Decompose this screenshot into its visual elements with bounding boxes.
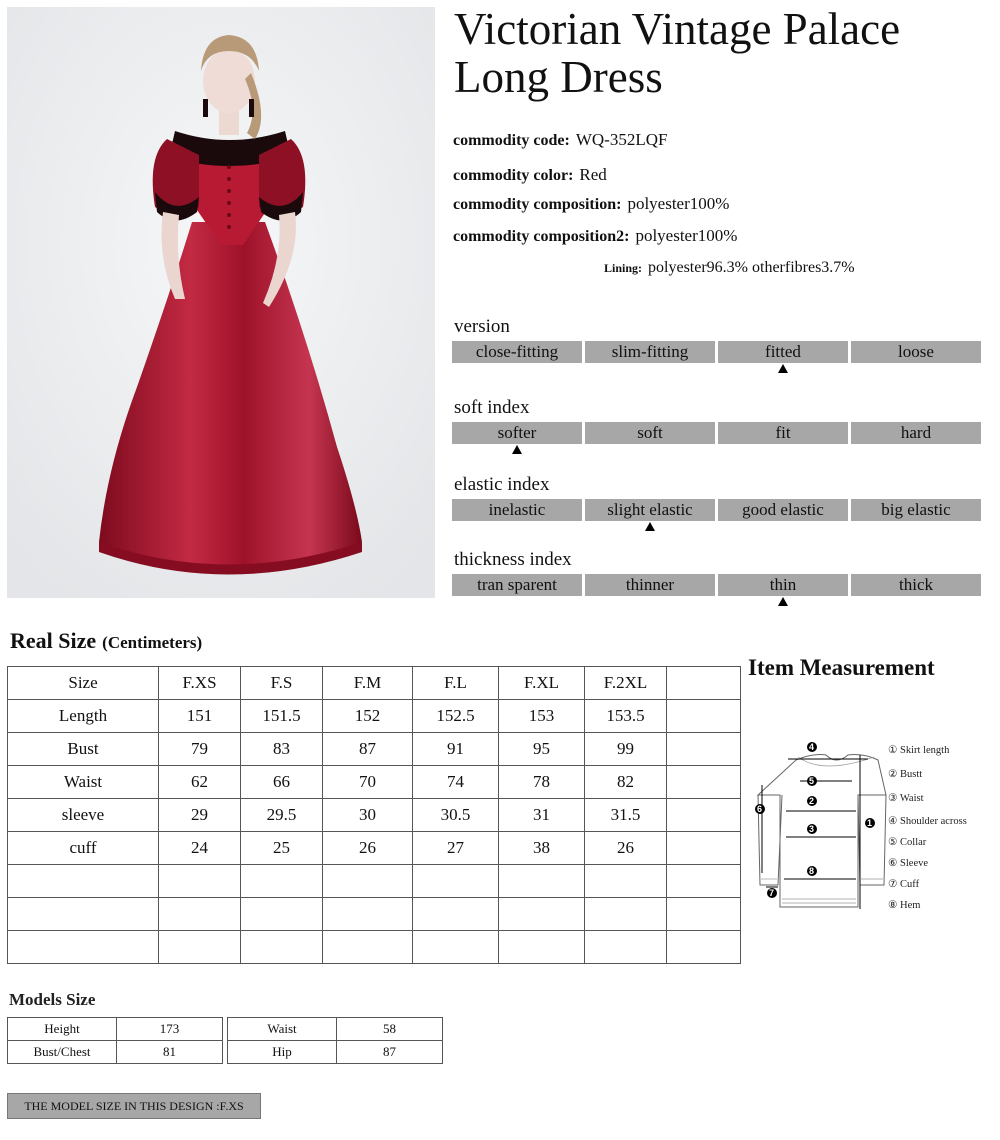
table-cell bbox=[413, 865, 499, 898]
table-cell: 29 bbox=[159, 799, 241, 832]
table-row bbox=[8, 832, 741, 865]
model-size-note: THE MODEL SIZE IN THIS DESIGN :F.XS bbox=[7, 1093, 261, 1119]
thickness-index-title: thickness index bbox=[454, 549, 572, 570]
table-header-cell: Size bbox=[8, 667, 159, 700]
model-measure-value: 173 bbox=[117, 1018, 223, 1041]
soft-index-option: soft bbox=[585, 422, 715, 444]
model-measure-value: 81 bbox=[117, 1041, 223, 1064]
real-size-title bbox=[10, 628, 202, 654]
table-cell: 29.5 bbox=[241, 799, 323, 832]
table-cell bbox=[667, 733, 741, 766]
soft-index-option: softer bbox=[452, 422, 582, 444]
table-header-cell: F.L bbox=[413, 667, 499, 700]
lining-value: polyester96.3% otherfibres3.7% bbox=[648, 259, 855, 276]
lining bbox=[604, 259, 855, 277]
table-cell: 152 bbox=[323, 700, 413, 733]
table-cell bbox=[667, 931, 741, 964]
table-cell: 83 bbox=[241, 733, 323, 766]
table-cell: 31 bbox=[499, 799, 585, 832]
table-cell bbox=[667, 865, 741, 898]
model-measure-value: 58 bbox=[337, 1018, 443, 1041]
version-option: loose bbox=[851, 341, 981, 363]
commodity-code-value: WQ-352LQF bbox=[575, 130, 668, 149]
table-cell: 24 bbox=[159, 832, 241, 865]
model-measure-label: Bust/Chest bbox=[8, 1041, 117, 1064]
table-cell bbox=[159, 898, 241, 931]
thickness-index-marker-icon bbox=[778, 597, 788, 606]
table-cell: 151.5 bbox=[241, 700, 323, 733]
table-cell bbox=[159, 865, 241, 898]
table-cell bbox=[323, 931, 413, 964]
elastic-index-option: slight elastic bbox=[585, 499, 715, 521]
table-row bbox=[8, 1018, 223, 1041]
table-cell bbox=[667, 832, 741, 865]
table-header-cell: F.S bbox=[241, 667, 323, 700]
product-title: Victorian Vintage Palace Long Dress bbox=[454, 4, 901, 102]
table-cell: 82 bbox=[585, 766, 667, 799]
soft-index-option: hard bbox=[851, 422, 981, 444]
table-cell: 78 bbox=[499, 766, 585, 799]
model-measure-label: Hip bbox=[228, 1041, 337, 1064]
table-cell: 70 bbox=[323, 766, 413, 799]
diagram-number: 3 bbox=[809, 824, 815, 834]
table-cell bbox=[413, 898, 499, 931]
legend-item: ⑦ Cuff bbox=[888, 879, 920, 890]
table-row bbox=[8, 898, 741, 931]
size-table bbox=[7, 666, 741, 964]
diagram-number: 7 bbox=[769, 888, 775, 898]
table-row bbox=[8, 733, 741, 766]
diagram-number: 2 bbox=[809, 796, 815, 806]
table-cell: Bust bbox=[8, 733, 159, 766]
commodity-color-label: commodity color: bbox=[453, 167, 574, 184]
soft-index-title: soft index bbox=[454, 397, 530, 418]
real-size-heading: Real Size bbox=[10, 628, 97, 653]
table-cell bbox=[585, 865, 667, 898]
table-header-row bbox=[8, 667, 741, 700]
table-cell: Length bbox=[8, 700, 159, 733]
legend-item: ⑥ Sleeve bbox=[888, 858, 929, 869]
table-cell: 152.5 bbox=[413, 700, 499, 733]
lining-label: Lining: bbox=[604, 261, 643, 275]
table-cell: cuff bbox=[8, 832, 159, 865]
table-cell: 91 bbox=[413, 733, 499, 766]
commodity-composition-label: commodity composition: bbox=[453, 196, 622, 213]
table-cell: 25 bbox=[241, 832, 323, 865]
legend-item: ① Skirt length bbox=[888, 745, 950, 756]
table-header-cell: F.M bbox=[323, 667, 413, 700]
table-cell bbox=[241, 898, 323, 931]
commodity-composition bbox=[453, 194, 729, 214]
table-cell bbox=[499, 931, 585, 964]
soft-index-option: fit bbox=[718, 422, 848, 444]
table-cell: 27 bbox=[413, 832, 499, 865]
elastic-index-title: elastic index bbox=[454, 474, 550, 495]
table-cell: 31.5 bbox=[585, 799, 667, 832]
table-cell: 26 bbox=[585, 832, 667, 865]
legend-item: ② Bustt bbox=[888, 769, 923, 780]
item-measurement-title: Item Measurement bbox=[748, 655, 935, 680]
table-cell bbox=[241, 931, 323, 964]
table-cell: 30 bbox=[323, 799, 413, 832]
legend-item: ④ Shoulder across bbox=[888, 816, 967, 827]
soft-index-marker-icon bbox=[512, 445, 522, 454]
table-cell bbox=[667, 898, 741, 931]
version-title: version bbox=[454, 316, 510, 337]
version-option: fitted bbox=[718, 341, 848, 363]
table-cell: 38 bbox=[499, 832, 585, 865]
diagram-number: 1 bbox=[867, 818, 873, 828]
models-table-right bbox=[227, 1017, 443, 1064]
table-cell bbox=[499, 898, 585, 931]
elastic-index-option: big elastic bbox=[851, 499, 981, 521]
table-cell bbox=[8, 931, 159, 964]
table-cell: 26 bbox=[323, 832, 413, 865]
version-row bbox=[452, 341, 981, 363]
model-measure-label: Waist bbox=[228, 1018, 337, 1041]
version-option: slim-fitting bbox=[585, 341, 715, 363]
table-cell bbox=[585, 898, 667, 931]
thickness-index-row bbox=[452, 574, 981, 596]
diagram-number: 4 bbox=[809, 742, 815, 752]
table-cell bbox=[667, 700, 741, 733]
real-size-unit: (Centimeters) bbox=[102, 633, 203, 652]
elastic-index-row bbox=[452, 499, 981, 521]
table-cell bbox=[8, 865, 159, 898]
table-cell: 95 bbox=[499, 733, 585, 766]
legend-item: ③ Waist bbox=[888, 793, 924, 804]
table-row bbox=[8, 799, 741, 832]
legend-item: ⑧ Hem bbox=[888, 900, 921, 911]
table-cell bbox=[667, 799, 741, 832]
table-cell bbox=[323, 865, 413, 898]
commodity-composition2-label: commodity composition2: bbox=[453, 228, 630, 245]
legend-item: ⑤ Collar bbox=[888, 837, 927, 848]
version-marker-icon bbox=[778, 364, 788, 373]
table-cell bbox=[159, 931, 241, 964]
table-header-cell: F.2XL bbox=[585, 667, 667, 700]
commodity-code-label: commodity code: bbox=[453, 132, 570, 149]
table-header-cell: F.XS bbox=[159, 667, 241, 700]
measurement-diagram bbox=[748, 735, 988, 920]
table-cell: 153 bbox=[499, 700, 585, 733]
diagram-number: 8 bbox=[809, 866, 815, 876]
table-cell: sleeve bbox=[8, 799, 159, 832]
thickness-index-option: tran sparent bbox=[452, 574, 582, 596]
elastic-index-option: good elastic bbox=[718, 499, 848, 521]
table-cell: 30.5 bbox=[413, 799, 499, 832]
table-header-cell: F.XL bbox=[499, 667, 585, 700]
diagram-number: 5 bbox=[809, 776, 815, 786]
table-cell bbox=[413, 931, 499, 964]
table-row bbox=[8, 1041, 223, 1064]
model-measure-label: Height bbox=[8, 1018, 117, 1041]
table-cell: 153.5 bbox=[585, 700, 667, 733]
table-cell bbox=[241, 865, 323, 898]
table-cell: 79 bbox=[159, 733, 241, 766]
table-cell: 151 bbox=[159, 700, 241, 733]
thickness-index-option: thinner bbox=[585, 574, 715, 596]
thickness-index-option: thick bbox=[851, 574, 981, 596]
models-size-title: Models Size bbox=[9, 990, 96, 1009]
table-row bbox=[228, 1018, 443, 1041]
table-cell: 62 bbox=[159, 766, 241, 799]
table-row bbox=[8, 700, 741, 733]
table-cell: Waist bbox=[8, 766, 159, 799]
product-photo bbox=[7, 7, 435, 598]
models-table-left bbox=[7, 1017, 223, 1064]
table-header-cell bbox=[667, 667, 741, 700]
version-option: close-fitting bbox=[452, 341, 582, 363]
table-row bbox=[8, 865, 741, 898]
commodity-color-value: Red bbox=[579, 165, 607, 184]
table-cell: 99 bbox=[585, 733, 667, 766]
table-cell bbox=[499, 865, 585, 898]
commodity-color bbox=[453, 165, 607, 185]
table-cell: 74 bbox=[413, 766, 499, 799]
table-row bbox=[228, 1041, 443, 1064]
elastic-index-marker-icon bbox=[645, 522, 655, 531]
table-cell bbox=[667, 766, 741, 799]
table-cell bbox=[585, 931, 667, 964]
diagram-number: 6 bbox=[757, 804, 763, 814]
thickness-index-option: thin bbox=[718, 574, 848, 596]
soft-index-row bbox=[452, 422, 981, 444]
commodity-composition-value: polyester100% bbox=[627, 194, 730, 213]
table-cell bbox=[8, 898, 159, 931]
table-cell: 87 bbox=[323, 733, 413, 766]
commodity-composition2-value: polyester100% bbox=[635, 226, 738, 245]
table-cell bbox=[323, 898, 413, 931]
table-row bbox=[8, 931, 741, 964]
elastic-index-option: inelastic bbox=[452, 499, 582, 521]
table-row bbox=[8, 766, 741, 799]
commodity-composition2 bbox=[453, 226, 737, 246]
table-cell: 66 bbox=[241, 766, 323, 799]
model-measure-value: 87 bbox=[337, 1041, 443, 1064]
commodity-code bbox=[453, 130, 667, 150]
